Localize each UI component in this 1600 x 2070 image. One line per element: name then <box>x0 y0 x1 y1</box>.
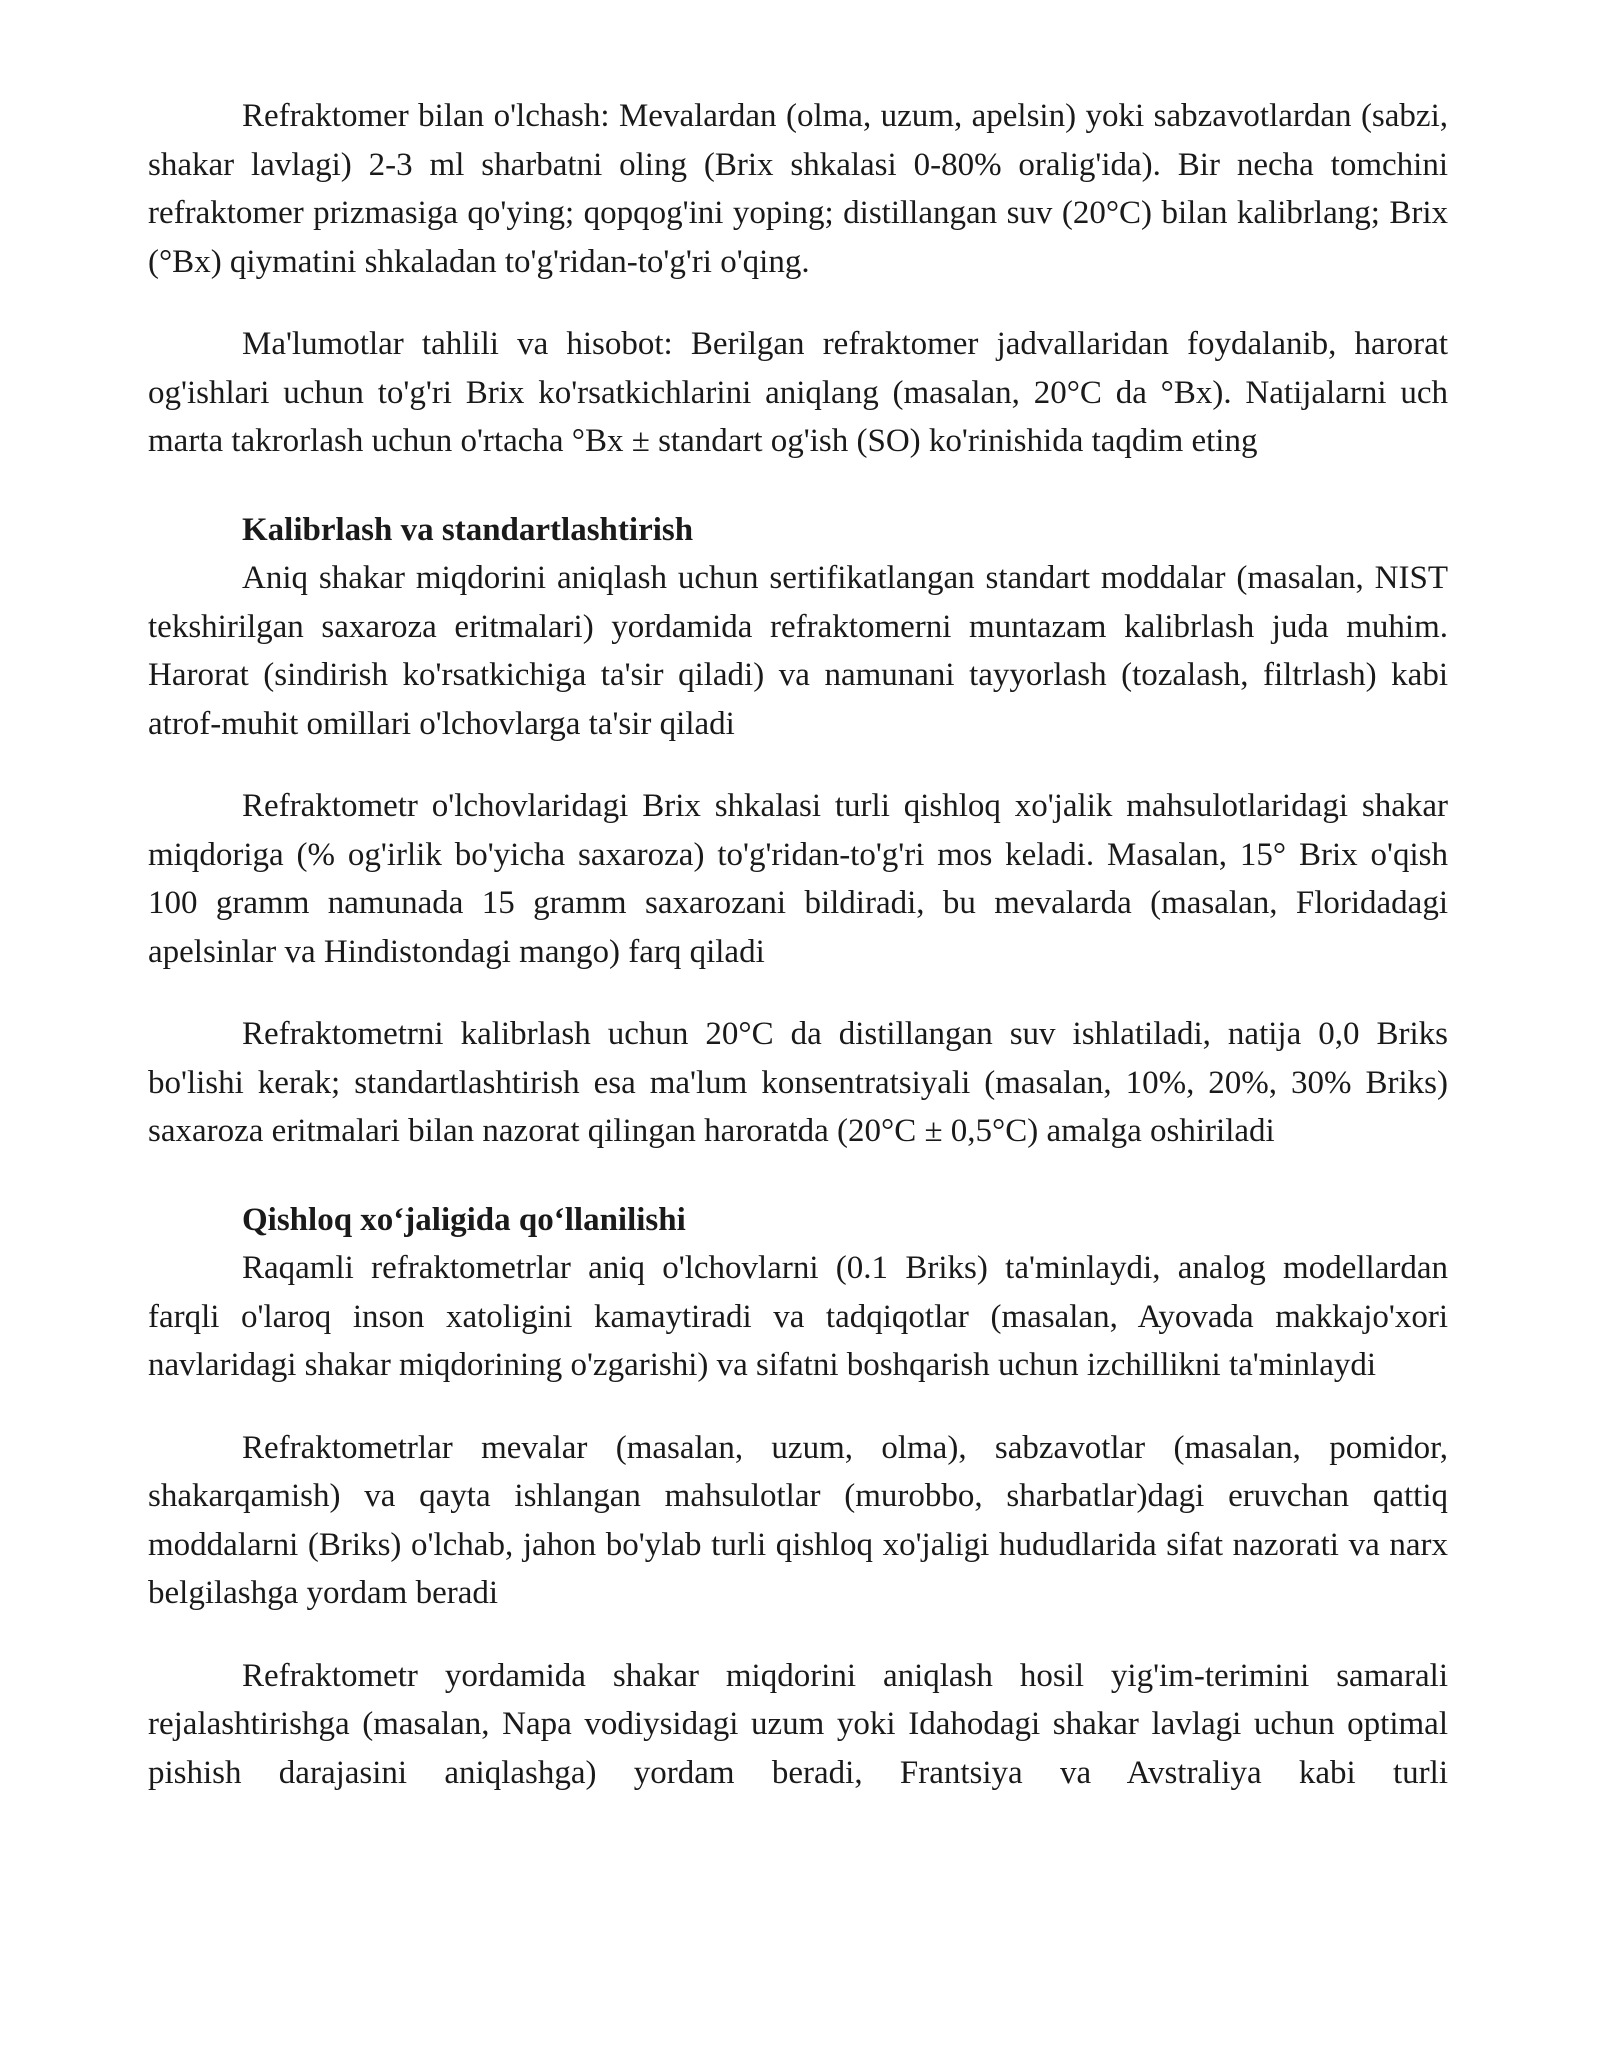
paragraph-data-analysis: Ma'lumotlar tahlili va hisobot: Berilgan refraktomer jadvallaridan foydalanib, harorat og'ishlari uchun to'g'ri Brix ko'rsatkichlarini aniqlang (masalan, 20°C da °Bx). Natijalarni uch marta takrorlash uchun o'rtacha °Bx ± standart og'ish (SO) ko'rinishida taqdim eting <box>148 326 1448 459</box>
paragraph-refractometer-uses: Refraktometrlar mevalar (masalan, uzum, olma), sabzavotlar (masalan, pomidor, shakarqamish) va qayta ishlangan mahsulotlar (murobbo, sharbatlar)dagi eruvchan qattiq moddalarni (Briks) o'lchab, jahon bo'ylab turli qishloq xo'jaligi hududlarida sifat nazorati va narx belgilashga yordam beradi <box>148 1429 1448 1611</box>
paragraph-calibration-importance: Aniq shakar miqdorini aniqlash uchun sertifikatlangan standart moddalar (masalan, NIST tekshirilgan saxaroza eritmalari) yordamida refraktomerni muntazam kalibrlash juda muhim. Harorat (sindirish ko'rsatkichiga ta'sir qiladi) va namunani tayyorlash (tozalash, filtrlash) kabi atrof-muhit omillari o'lchovlarga ta'sir qiladi <box>148 560 1448 742</box>
document-page <box>148 92 1448 1831</box>
paragraph-refractometer-measurement: Refraktomer bilan o'lchash: Mevalardan (olma, uzum, apelsin) yoki sabzavotlardan (sabzi, shakar lavlagi) 2-3 ml sharbatni oling (Brix shkalasi 0-80% oralig'ida). Bir necha tomchini refraktomer prizmasiga qo'ying; qopqog'ini yoping; distillangan suv (20°C) bilan kalibrlang; Brix (°Bx) qiymatini shkaladan to'g'ridan-to'g'ri o'qing. <box>148 98 1448 280</box>
heading-agriculture-application: Qishloq xoʻjaligida qoʻllanilishi <box>242 1201 686 1238</box>
paragraph-brix-scale: Refraktometr o'lchovlaridagi Brix shkalasi turli qishloq xo'jalik mahsulotlaridagi shakar miqdoriga (% og'irlik bo'yicha saxaroza) to'g'ridan-to'g'ri mos keladi. Masalan, 15° Brix o'qish 100 gramm namunada 15 gramm saxarozani bildiradi, bu mevalarda (masalan, Floridadagi apelsinlar va Hindistondagi mango) farq qiladi <box>148 788 1448 970</box>
paragraph-calibration-procedure: Refraktometrni kalibrlash uchun 20°C da distillangan suv ishlatiladi, natija 0,0 Briks bo'lishi kerak; standartlashtirish esa ma'lum konsentratsiyali (masalan, 10%, 20%, 30% Briks) saxaroza eritmalari bilan nazorat qilingan haroratda (20°C ± 0,5°C) amalga oshiriladi <box>148 1016 1448 1149</box>
paragraph-harvest-planning: Refraktometr yordamida shakar miqdorini aniqlash hosil yig'im-terimini samarali rejalashtirishga (masalan, Napa vodiysidagi uzum yoki Idahodagi shakar lavlagi uchun optimal pishish darajasini aniqlashga) yordam beradi, Frantsiya va Avstraliya kabi turli <box>148 1657 1448 1791</box>
paragraph-digital-refractometers: Raqamli refraktometrlar aniq o'lchovlarni (0.1 Briks) ta'minlaydi, analog modellardan farqli o'laroq inson xatoligini kamaytiradi va tadqiqotlar (masalan, Ayovada makkajo'xori navlaridagi shakar miqdorining o'zgarishi) va sifatni boshqarish uchun izchillikni ta'minlaydi <box>148 1250 1448 1383</box>
heading-calibration: Kalibrlash va standartlashtirish <box>242 511 694 548</box>
